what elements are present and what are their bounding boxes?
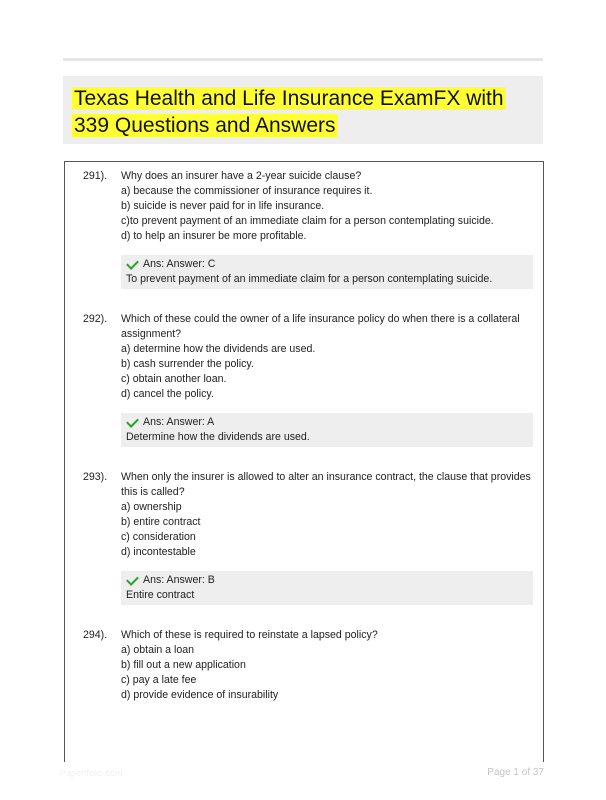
- check-icon: [126, 573, 139, 586]
- top-rule: [63, 58, 543, 61]
- questions-container: [64, 161, 544, 762]
- option-c: c) pay a late fee: [121, 674, 197, 686]
- check-icon: [126, 415, 139, 428]
- option-a: a) obtain a loan: [121, 644, 195, 656]
- question-number: 293).: [83, 471, 108, 483]
- option-a: a) ownership: [121, 501, 182, 513]
- option-d: d) to help an insurer be more profitable.: [121, 230, 307, 242]
- question-text: Which of these is required to reinstate a lapsed policy?: [121, 629, 378, 641]
- option-d: d) provide evidence of insurability: [121, 689, 279, 701]
- option-d: d) cancel the policy.: [121, 388, 214, 400]
- answer-box: [121, 571, 533, 605]
- option-b: b) entire contract: [121, 516, 201, 528]
- option-d: d) incontestable: [121, 546, 196, 558]
- question-text: Which of these could the owner of a life insurance policy do when there is a collateral assignment?: [121, 313, 520, 340]
- option-b: b) cash surrender the policy.: [121, 358, 254, 370]
- question-number: 292).: [83, 313, 108, 325]
- question-text: Why does an insurer have a 2-year suicide clause?: [121, 170, 362, 182]
- option-b: b) suicide is never paid for in life insurance.: [121, 200, 325, 212]
- option-c: c) obtain another loan.: [121, 373, 227, 385]
- answer-label: Ans: Answer: C: [143, 258, 216, 270]
- question-number: 294).: [83, 629, 108, 641]
- option-b: b) fill out a new application: [121, 659, 246, 671]
- option-c: c)to prevent payment of an immediate claim for a person contemplating suicide.: [121, 215, 494, 227]
- answer-label: Ans: Answer: A: [143, 416, 215, 428]
- answer-label: Ans: Answer: B: [143, 574, 215, 586]
- option-a: a) because the commissioner of insurance requires it.: [121, 185, 373, 197]
- answer-text: To prevent payment of an immediate claim for a person contemplating suicide.: [126, 273, 493, 285]
- question-number: 291).: [83, 170, 108, 182]
- document-title: Texas Health and Life Insurance ExamFX with 339 Questions and Answers: [74, 87, 504, 137]
- answer-text: Entire contract: [126, 589, 195, 601]
- question-text: When only the insurer is allowed to alter an insurance contract, the clause that provides this is called?: [121, 471, 531, 498]
- answer-text: Determine how the dividends are used.: [126, 431, 310, 443]
- page-indicator: Page 1 of 37: [487, 767, 544, 778]
- title-banner: [63, 76, 543, 144]
- option-a: a) determine how the dividends are used.: [121, 343, 316, 355]
- option-c: c) consideration: [121, 531, 196, 543]
- footer-watermark: Papertfolio.com: [60, 768, 123, 778]
- answer-box: [121, 255, 533, 289]
- check-icon: [126, 257, 139, 270]
- answer-box: [121, 413, 533, 447]
